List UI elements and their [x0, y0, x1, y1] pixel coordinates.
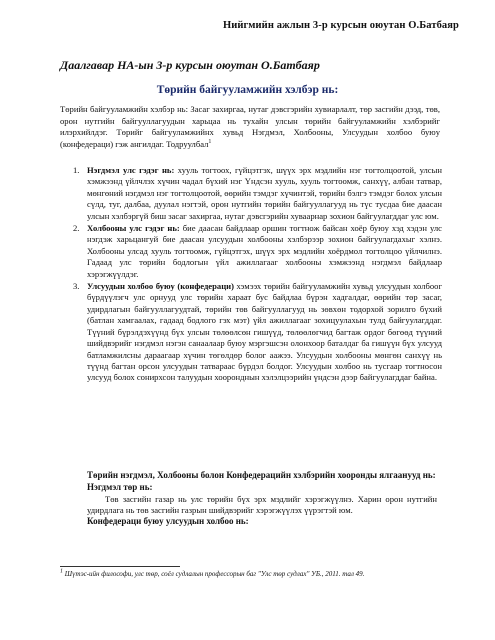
- list-text: хэмээх төрийн байгууламжийн хувьд улсуудын холбоог бүрдүүлэгч улс орнууд улс төрийн хараат бус байдлаа бүрэн хадгалдаг, өөрийн төр засаг, удирдлагын байгууллагуудтай, төрийн төв байгууллагууд нь зөвхөн тодорхой зорилго бүхий (батлан хамгаалах, гадаад бодлого гэх мэт) үйл ажиллагааг зохицуулахын тулд байгуулагддаг. Түүний бүрэлдэхүүнд бүх улсын төлөөлсөн гишүүд, төлөөлөгчид багтаж ордог бөгөөд түүний шийдвэрийг нэгдмэл нэгэн санаалаар буюу мэргэшсэн олонхоор баталдаг ба гишүүн бүх улсууд батламжилсны дараагаар хүчин төгөлдөр болог аажээ. Улсуудын холбооны мөнгөн санхүү нь түүнд багтан орсон улсуудын татвараас бүрдэл болдог. Улсуудын холбоо нь тусгаар тогтносон улсууд болох сонирхсон талуудын хооронднын хэлэлцээрийн үндсэн дээр байгуулагддаг байна.: [87, 281, 442, 383]
- footnote-ref[interactable]: 1: [208, 138, 212, 145]
- list-number: 3.: [73, 281, 80, 292]
- list-item: [60, 281, 442, 384]
- classification-list: [60, 165, 442, 385]
- differences-heading: Төрийн нэгдмэл, Холбооны болон Конфедерацийн хэлбэрийн хооронды ялгаанууд нь:: [87, 470, 436, 480]
- assignment-line: Даалгавар НА-ын 3-р курсын оюутан О.Батбаяр: [60, 58, 320, 72]
- section-title: Төрийн байгууламжийн хэлбэр нь:: [156, 84, 339, 96]
- intro-text: Төрийн байгууламжийн хэлбэр нь: Засаг захиргаа, нутаг дэвсгэрийн хувиарлалт, төр засгийн дээд, төв, орон нутгийн байгууллагуудын харьцаа нь тухайн улсын төрийн байгууламжийн хэлбэрийг илэрхийлдэг. Төрийг байгууламжийнх хувьд Нэгдмэл, Холбооны, Улсуудын холбоо буюу (конфедераци) гэж ангилдаг. Тодруулбал: [60, 104, 440, 149]
- differences-section: [87, 470, 437, 528]
- list-number: 1.: [73, 165, 80, 175]
- footnote-text: Шүтэс-ийн философи, улс төр, соёл судлалын профессорын баг "Улс төр судлах" УБ., 2011. тал 49.: [63, 570, 365, 578]
- list-text: хууль тогтоох, гүйцэтгэх, шүүх эрх мэдлийн нэг тогтолцоотой, улсын хэмжээнд үйлчлэх хүчин чадал бүхий нэг Үндсэн хууль, хууль тогтоомж, санхүү, албан татвар, мөнгөний нэгдмэл нэг тогтолцоотой, өөрийн тэмдэг хүчинтэй, төрийн бэлгэ тэмдэг болох улсын сүлд, туг, далбаа, дуулал нэгтэй, орон нутгийн төрийн байгууллагууд нь түс тусдаа бие даасан улсын хэлбэргүй биш засаг захиргаа, нутаг дэвсгэрийн хуваарнар зохион байгуулагддаг улс юм.: [87, 165, 442, 221]
- confederation-subheading: Конфедераци буюу улсуудын холбоо нь:: [87, 516, 249, 527]
- list-term: Холбооны улс гэдэг нь:: [87, 223, 180, 234]
- unitary-subheading: Нэгдмэл төр нь:: [87, 481, 153, 492]
- page-header: Нийгмийн ажлын 3-р курсын оюутан О.Батбаяр: [222, 20, 459, 31]
- list-item: [60, 165, 442, 222]
- list-term: Улсуудын холбоо буюу (конфедераци): [87, 281, 234, 292]
- footnote-divider: [60, 566, 180, 567]
- list-number: 2.: [73, 223, 80, 234]
- unitary-paragraph: Төв засгийн газар нь улс төрийн бүх эрх мэдлийг хэрэгжүүлнэ. Харин орон нутгийн удирдлага нь төв засгийн газрын шийдвэрийг хэрэгжүүлэх үүрэгтэй юм.: [87, 493, 437, 515]
- footnote-mark: 1: [60, 568, 63, 575]
- list-term: Нэгдмэл улс гэдэг нь:: [87, 165, 175, 175]
- list-item: [60, 223, 442, 280]
- intro-paragraph: [60, 104, 440, 150]
- list-text: бие даасан байдлаар оршин тогтнож байсан хоёр буюу хэд хэдэн улс нэгдэж харьцангуй бие даасан улсуудын холбооны хэлбэрээр зохион байгуулагдахыг хэлнэ. Холбооны улсад хууль тогтоомж, гүйцэтгэх, шүүх эрх мэдлийн хоёрдмол тогтолцоо үйлчилнэ. Гадаад улс төрийн бодлогын үйл ажиллагааг холбооны хэмжээнд нэгдмэл байдлаар хэрэгжүүлдэг.: [87, 223, 442, 279]
- footnote: [60, 570, 450, 578]
